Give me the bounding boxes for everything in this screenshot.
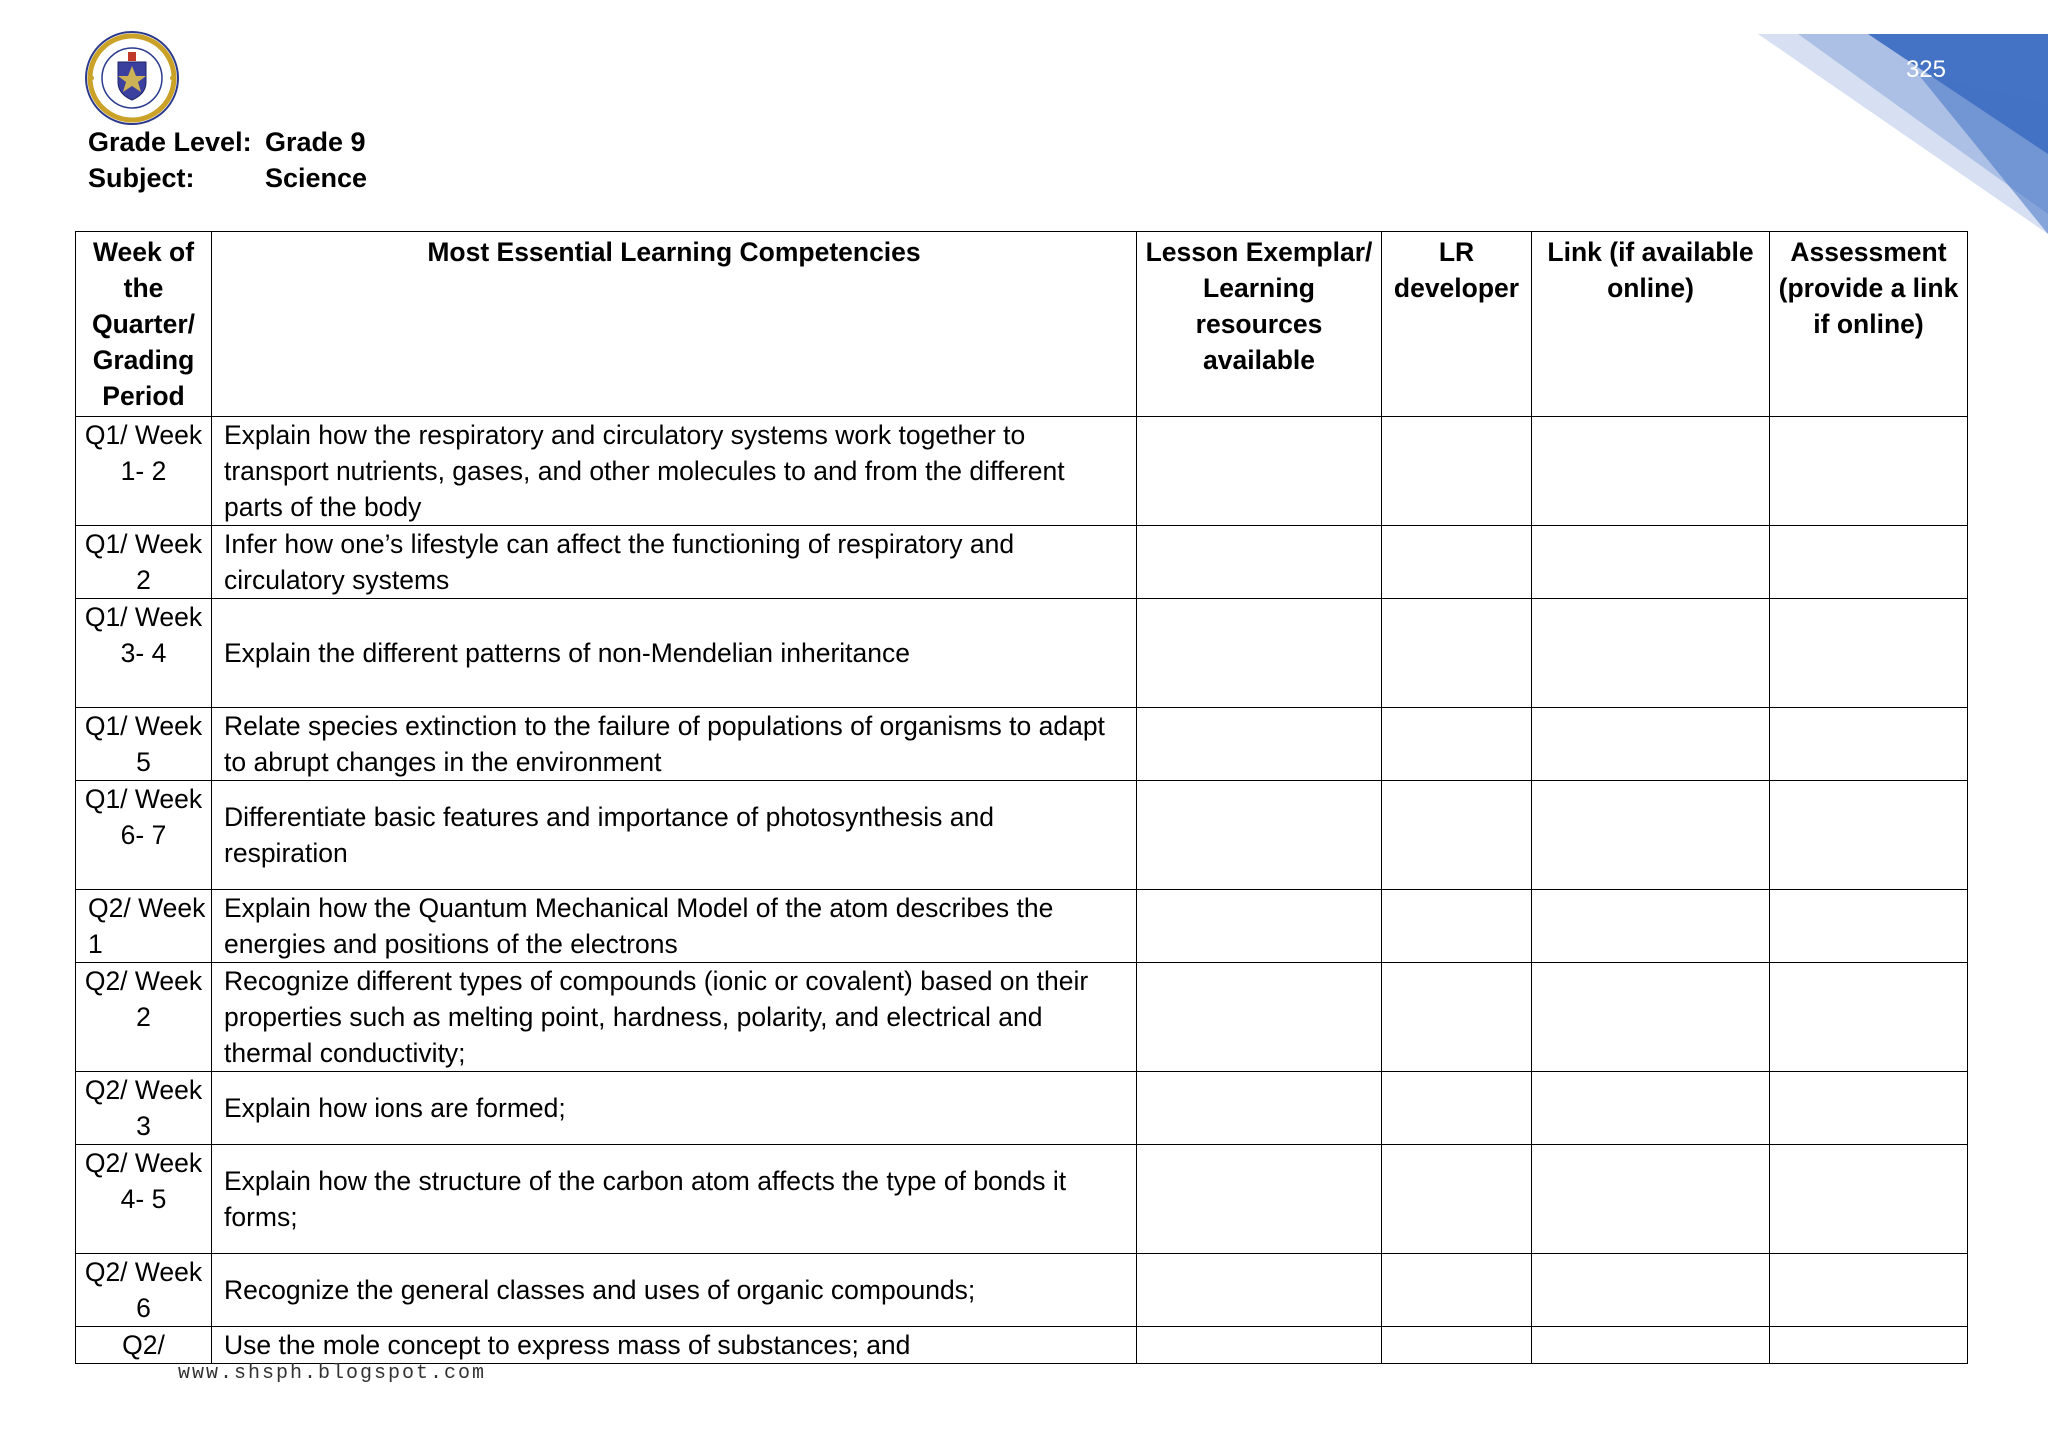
empty-cell xyxy=(1532,1254,1770,1327)
empty-cell xyxy=(1532,599,1770,708)
week-cell: Q2/ Week 3 xyxy=(76,1072,212,1145)
empty-cell xyxy=(1137,526,1382,599)
table-header-row xyxy=(76,232,1968,417)
week-cell: Q1/ Week 2 xyxy=(76,526,212,599)
table-row xyxy=(76,526,1968,599)
competency-cell: Use the mole concept to express mass of substances; and xyxy=(212,1327,1137,1364)
empty-cell xyxy=(1137,963,1382,1072)
competency-cell: Explain the different patterns of non-Mendelian inheritance xyxy=(212,599,1137,708)
table-row xyxy=(76,599,1968,708)
corner-decoration xyxy=(1758,34,2048,234)
empty-cell xyxy=(1137,417,1382,526)
empty-cell xyxy=(1382,599,1532,708)
grade-level-label: Grade Level: xyxy=(88,127,252,157)
week-cell: Q1/ Week 1- 2 xyxy=(76,417,212,526)
melc-table xyxy=(75,231,1968,1364)
table-row xyxy=(76,708,1968,781)
empty-cell xyxy=(1382,1254,1532,1327)
table-row xyxy=(76,1145,1968,1254)
empty-cell xyxy=(1770,708,1968,781)
empty-cell xyxy=(1382,1145,1532,1254)
empty-cell xyxy=(1137,1072,1382,1145)
competency-cell: Explain how the structure of the carbon atom affects the type of bonds it forms; xyxy=(212,1145,1137,1254)
empty-cell xyxy=(1532,781,1770,890)
empty-cell xyxy=(1137,1327,1382,1364)
week-cell: Q1/ Week 6- 7 xyxy=(76,781,212,890)
empty-cell xyxy=(1137,1145,1382,1254)
competency-cell: Differentiate basic features and importance of photosynthesis and respiration xyxy=(212,781,1137,890)
empty-cell xyxy=(1532,1145,1770,1254)
empty-cell xyxy=(1532,1327,1770,1364)
header-lr-developer: LR developer xyxy=(1382,232,1532,417)
competency-cell: Infer how one’s lifestyle can affect the functioning of respiratory and circulatory systems xyxy=(212,526,1137,599)
empty-cell xyxy=(1532,963,1770,1072)
empty-cell xyxy=(1770,890,1968,963)
empty-cell xyxy=(1382,890,1532,963)
table-row xyxy=(76,1072,1968,1145)
empty-cell xyxy=(1382,708,1532,781)
empty-cell xyxy=(1137,890,1382,963)
empty-cell xyxy=(1137,1254,1382,1327)
table-row xyxy=(76,890,1968,963)
grade-level-row xyxy=(88,124,367,160)
table-row xyxy=(76,963,1968,1072)
empty-cell xyxy=(1770,1327,1968,1364)
subject-row xyxy=(88,160,367,196)
empty-cell xyxy=(1532,526,1770,599)
week-cell: Q1/ Week 3- 4 xyxy=(76,599,212,708)
empty-cell xyxy=(1770,963,1968,1072)
subject-label: Subject: xyxy=(88,163,195,193)
table-row xyxy=(76,417,1968,526)
grade-level-value: Grade 9 xyxy=(265,127,366,157)
empty-cell xyxy=(1137,708,1382,781)
empty-cell xyxy=(1770,1072,1968,1145)
competency-cell: Relate species extinction to the failure of populations of organisms to adapt to abrupt changes in the environment xyxy=(212,708,1137,781)
empty-cell xyxy=(1770,781,1968,890)
document-meta xyxy=(88,124,367,196)
table-row xyxy=(76,1327,1968,1364)
week-cell: Q2/ Week 2 xyxy=(76,963,212,1072)
header-week: Week of the Quarter/ Grading Period xyxy=(76,232,212,417)
table-row xyxy=(76,1254,1968,1327)
subject-value: Science xyxy=(265,163,368,193)
empty-cell xyxy=(1770,417,1968,526)
empty-cell xyxy=(1532,890,1770,963)
week-cell: Q2/ Week 1 xyxy=(76,890,212,963)
empty-cell xyxy=(1382,1072,1532,1145)
header-melc: Most Essential Learning Competencies xyxy=(212,232,1137,417)
table-row xyxy=(76,781,1968,890)
empty-cell xyxy=(1137,781,1382,890)
week-cell: Q2/ Week 6 xyxy=(76,1254,212,1327)
empty-cell xyxy=(1770,1145,1968,1254)
footer-url: www.shsph.blogspot.com xyxy=(178,1362,487,1385)
empty-cell xyxy=(1382,963,1532,1072)
competency-cell: Explain how the Quantum Mechanical Model of the atom describes the energies and positions of the electrons xyxy=(212,890,1137,963)
empty-cell xyxy=(1382,526,1532,599)
competency-cell: Recognize different types of compounds (ionic or covalent) based on their properties such as melting point, hardness, polarity, and electrical and thermal conductivity; xyxy=(212,963,1137,1072)
header-link: Link (if available online) xyxy=(1532,232,1770,417)
competency-cell: Explain how ions are formed; xyxy=(212,1072,1137,1145)
empty-cell xyxy=(1770,1254,1968,1327)
empty-cell xyxy=(1532,708,1770,781)
empty-cell xyxy=(1382,781,1532,890)
deped-seal-logo xyxy=(84,30,180,126)
empty-cell xyxy=(1382,417,1532,526)
empty-cell xyxy=(1382,1327,1532,1364)
week-cell: Q1/ Week 5 xyxy=(76,708,212,781)
empty-cell xyxy=(1770,526,1968,599)
empty-cell xyxy=(1137,599,1382,708)
header-assessment: Assessment (provide a link if online) xyxy=(1770,232,1968,417)
competency-cell: Explain how the respiratory and circulatory systems work together to transport nutrients, gases, and other molecules to and from the different parts of the body xyxy=(212,417,1137,526)
page-number: 325 xyxy=(1905,56,1946,83)
empty-cell xyxy=(1532,417,1770,526)
empty-cell xyxy=(1770,599,1968,708)
week-cell: Q2/ Week 4- 5 xyxy=(76,1145,212,1254)
header-lesson-exemplar: Lesson Exemplar/ Learning resources available xyxy=(1137,232,1382,417)
competency-cell: Recognize the general classes and uses of organic compounds; xyxy=(212,1254,1137,1327)
week-cell: Q2/ xyxy=(76,1327,212,1364)
empty-cell xyxy=(1532,1072,1770,1145)
